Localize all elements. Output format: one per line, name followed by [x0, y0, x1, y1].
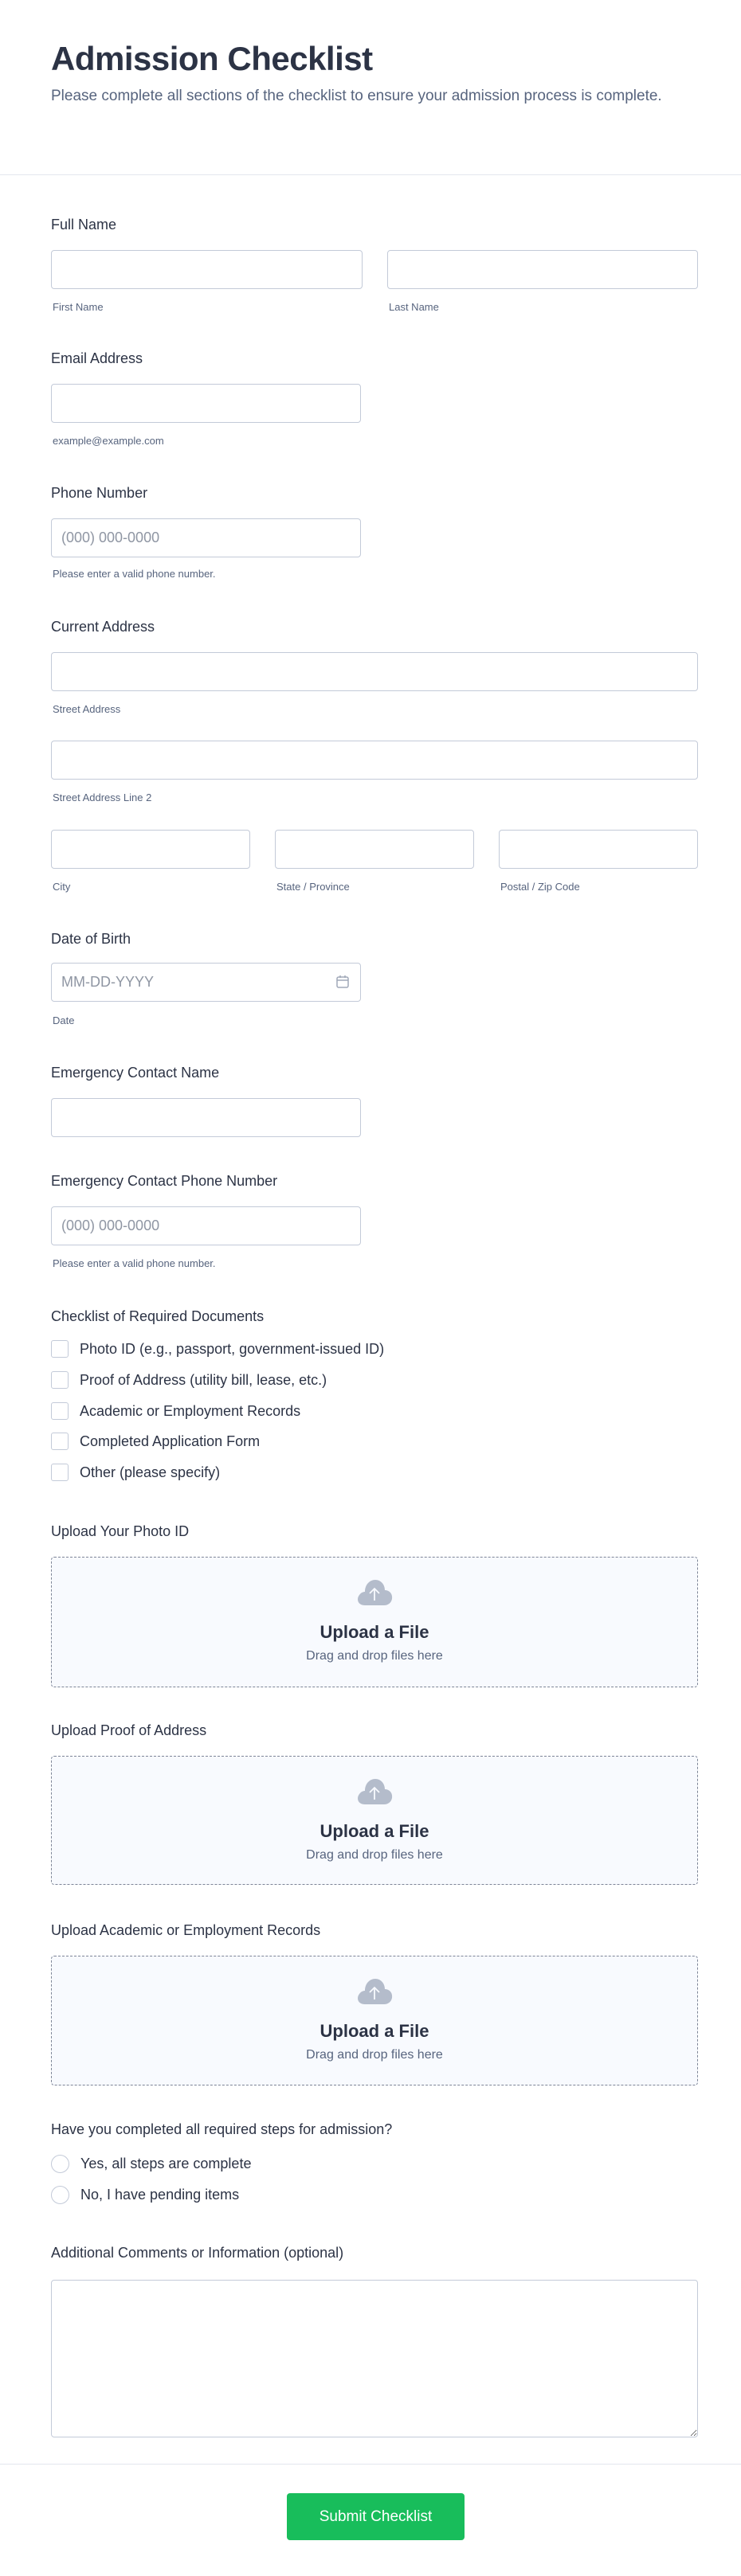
phone-help: Please enter a valid phone number. [53, 568, 216, 580]
upload-hint: Drag and drop files here [306, 1649, 443, 1663]
emergency-phone-help: Please enter a valid phone number. [53, 1257, 216, 1269]
checkbox-label: Other (please specify) [80, 1464, 221, 1480]
completion-question-label: Have you completed all required steps for admission? [51, 2121, 393, 2137]
phone-label: Phone Number [51, 485, 148, 501]
upload-title: Upload a File [320, 2021, 429, 2041]
street-address-line2-input[interactable] [51, 741, 698, 780]
radio-button[interactable] [51, 2186, 69, 2204]
upload-proof-of-address-label: Upload Proof of Address [51, 1722, 207, 1738]
checkbox-academic-records[interactable] [51, 1402, 300, 1420]
checkbox[interactable] [51, 1371, 69, 1389]
radio-label: No, I have pending items [80, 2187, 240, 2203]
checkbox-proof-of-address[interactable] [51, 1371, 327, 1389]
cloud-upload-icon [355, 1776, 394, 1808]
dob-input[interactable] [51, 963, 361, 1002]
street-address-sublabel: Street Address [53, 703, 121, 715]
checkbox-label: Photo ID (e.g., passport, government-issued ID) [80, 1340, 385, 1357]
checkbox-label: Academic or Employment Records [80, 1402, 301, 1419]
dob-field [51, 963, 361, 1002]
checkbox-label: Proof of Address (utility bill, lease, etc.) [80, 1371, 327, 1388]
email-label: Email Address [51, 350, 143, 366]
radio-label: Yes, all steps are complete [80, 2156, 252, 2171]
city-sublabel: City [53, 881, 71, 893]
checkbox-photo-id[interactable] [51, 1340, 384, 1358]
state-sublabel: State / Province [276, 881, 350, 893]
cloud-upload-icon [355, 1577, 394, 1609]
upload-hint: Drag and drop files here [306, 2048, 443, 2062]
checkbox[interactable] [51, 1464, 69, 1481]
email-sublabel: example@example.com [53, 435, 164, 447]
last-name-sublabel: Last Name [389, 301, 439, 313]
upload-title: Upload a File [320, 1821, 429, 1841]
footer-divider [0, 2464, 741, 2465]
checkbox[interactable] [51, 1340, 69, 1358]
first-name-sublabel: First Name [53, 301, 104, 313]
form-title: Admission Checklist [51, 40, 373, 77]
street-address-input[interactable] [51, 652, 698, 691]
cloud-upload-icon [355, 1976, 394, 2007]
radio-no[interactable] [51, 2186, 239, 2204]
emergency-phone-input[interactable] [51, 1206, 361, 1245]
upload-academic-records-dropzone[interactable] [51, 1956, 698, 2085]
state-input[interactable] [275, 830, 474, 869]
checkbox-application-form[interactable] [51, 1433, 260, 1450]
checkbox[interactable] [51, 1402, 69, 1420]
upload-hint: Drag and drop files here [306, 1848, 443, 1862]
form-description: Please complete all sections of the checklist to ensure your admission process is complete. [51, 88, 662, 104]
upload-photo-id-dropzone[interactable] [51, 1557, 698, 1687]
dob-label: Date of Birth [51, 931, 131, 947]
submit-button[interactable]: Submit Checklist [287, 2493, 465, 2540]
upload-photo-id-label: Upload Your Photo ID [51, 1523, 190, 1539]
calendar-icon[interactable] [335, 975, 350, 989]
emergency-name-input[interactable] [51, 1098, 361, 1137]
zip-input[interactable] [499, 830, 698, 869]
full-name-label: Full Name [51, 217, 117, 233]
comments-label: Additional Comments or Information (optional) [51, 2245, 344, 2261]
emergency-name-label: Emergency Contact Name [51, 1065, 220, 1081]
street-address-line2-sublabel: Street Address Line 2 [53, 792, 152, 803]
address-label: Current Address [51, 619, 155, 635]
emergency-phone-label: Emergency Contact Phone Number [51, 1173, 278, 1189]
upload-proof-of-address-dropzone[interactable] [51, 1756, 698, 1885]
checkbox[interactable] [51, 1433, 69, 1450]
checkbox-label: Completed Application Form [80, 1433, 261, 1449]
radio-yes[interactable] [51, 2155, 251, 2173]
checkbox-other[interactable] [51, 1464, 220, 1481]
email-input[interactable] [51, 384, 361, 423]
dob-sublabel: Date [53, 1014, 75, 1026]
last-name-input[interactable] [387, 250, 698, 289]
upload-title: Upload a File [320, 1622, 429, 1642]
upload-academic-records-label: Upload Academic or Employment Records [51, 1922, 321, 1938]
radio-button[interactable] [51, 2155, 69, 2173]
zip-sublabel: Postal / Zip Code [500, 881, 580, 893]
first-name-input[interactable] [51, 250, 363, 289]
header-divider [0, 174, 741, 175]
phone-input[interactable] [51, 518, 361, 557]
city-input[interactable] [51, 830, 250, 869]
checklist-label: Checklist of Required Documents [51, 1308, 265, 1324]
comments-textarea[interactable] [51, 2280, 698, 2437]
